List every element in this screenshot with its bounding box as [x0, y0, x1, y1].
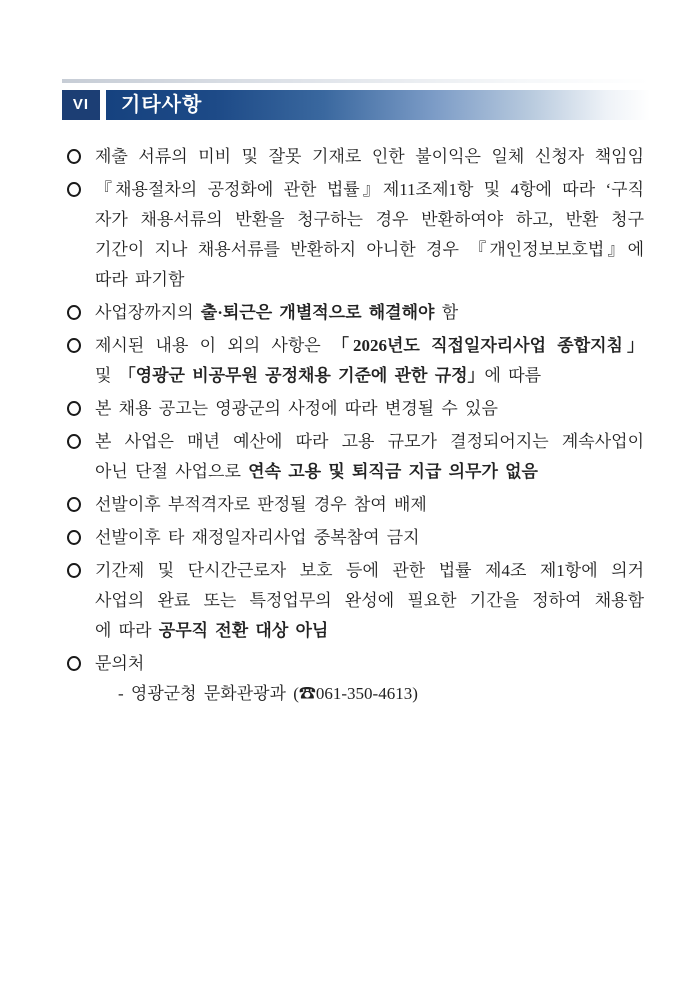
list-item-text: 사업의 완료 또는 특정업무의 완성에 필요한 기간을 정하여 채용함 [95, 591, 644, 610]
text-segment: 사업장까지의 [95, 303, 201, 322]
list-item [62, 490, 644, 520]
list-item-text: 선발이후 부적격자로 판정될 경우 참여 배제 [95, 495, 427, 514]
list-item-text [95, 331, 644, 361]
list-item-text: 본 채용 공고는 영광군의 사정에 따라 변경될 수 있음 [95, 399, 498, 418]
text-segment: 함 [434, 303, 459, 322]
list-item-text: 따라 파기함 [95, 270, 185, 289]
top-divider [62, 79, 650, 83]
list-item [62, 331, 644, 391]
bullet-list [62, 142, 644, 712]
list-item-text: 본 사업은 매년 예산에 따라 고용 규모가 결정되어지는 계속사업이 [95, 432, 644, 451]
circle-bullet-icon [67, 182, 81, 197]
list-item-text: 문의처 [95, 654, 145, 673]
circle-bullet-icon [67, 149, 81, 164]
text-segment: 에 따름 [484, 366, 542, 385]
bold-text-segment: 연속 고용 및 퇴직금 지급 의무가 없음 [248, 462, 538, 481]
list-item-text [95, 361, 644, 391]
circle-bullet-icon [67, 530, 81, 545]
list-item-text [95, 616, 644, 646]
circle-bullet-icon [67, 656, 81, 671]
text-segment: 아닌 단절 사업으로 [95, 462, 249, 481]
circle-bullet-icon [67, 305, 81, 320]
list-item-text: 『채용절차의 공정화에 관한 법률』제11조제1항 및 4항에 따라 ‘구직 [95, 180, 644, 199]
section-title: 기타사항 [121, 94, 203, 116]
text-segment: 제시된 내용 이 외의 사항은 [95, 336, 332, 355]
circle-bullet-icon [67, 338, 81, 353]
section-numeral-badge: VI [62, 90, 100, 120]
list-item [62, 556, 644, 646]
list-item [62, 394, 644, 424]
bold-text-segment: 출·퇴근은 개별적으로 해결해야 [200, 303, 435, 322]
circle-bullet-icon [67, 497, 81, 512]
list-item [62, 649, 644, 709]
section-title-bar [106, 90, 650, 120]
circle-bullet-icon [67, 401, 81, 416]
list-item [62, 142, 644, 172]
list-item-text: 제출 서류의 미비 및 잘못 기재로 인한 불이익은 일체 신청자 책임임 [95, 147, 644, 166]
list-item [62, 175, 644, 295]
text-segment: 에 따라 [95, 621, 159, 640]
list-item [62, 427, 644, 487]
contact-line: - 영광군청 문화관광과 (☎061-350-4613) [118, 684, 418, 703]
list-item [62, 523, 644, 553]
text-segment: 및 [95, 366, 119, 385]
list-item-text [95, 457, 644, 487]
bold-text-segment: 「영광군 비공무원 공정채용 기준에 관한 규정」 [118, 366, 485, 385]
list-item-text [95, 298, 644, 328]
list-item [62, 298, 644, 328]
bold-text-segment: 공무직 전환 대상 아님 [158, 621, 329, 640]
list-item-text: 선발이후 타 재정일자리사업 중복참여 금지 [95, 528, 420, 547]
bold-text-segment: 「2026년도 직접일자리사업 종합지침」 [331, 336, 644, 355]
list-item-text: 자가 채용서류의 반환을 청구하는 경우 반환하여야 하고, 반환 청구 [95, 210, 644, 229]
list-item-text: 기간제 및 단시간근로자 보호 등에 관한 법률 제4조 제1항에 의거 [95, 561, 644, 580]
list-item-text: 기간이 지나 채용서류를 반환하지 아니한 경우 『개인정보보호법』에 [95, 240, 644, 259]
circle-bullet-icon [67, 563, 81, 578]
circle-bullet-icon [67, 434, 81, 449]
